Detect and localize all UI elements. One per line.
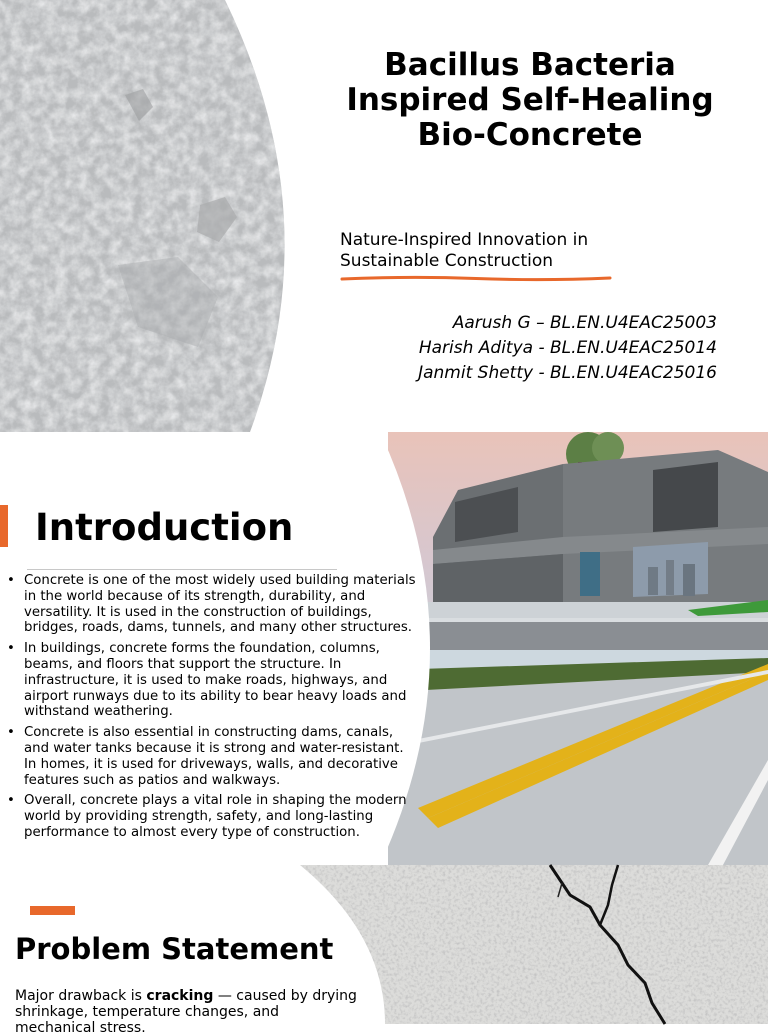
list-item: • In buildings, concrete forms the foundation, columns, beams, and floors that support the structure. In infrastructure, it is used to make roads, highways, and airport runways due to its ability to bear heavy loads and withstand weathering. — [7, 641, 417, 720]
author-3: Janmit Shetty - BL.EN.U4EAC25016 — [418, 363, 717, 383]
author-2: Harish Aditya - BL.EN.U4EAC25014 — [418, 338, 717, 358]
subtitle-underline — [340, 275, 612, 283]
heading-divider — [27, 569, 337, 570]
introduction-heading: Introduction — [35, 506, 294, 549]
introduction-slide — [0, 432, 768, 865]
author-list — [400, 313, 717, 388]
list-item: • Concrete is one of the most widely used building materials in the world because of its strength, durability, and versatility. It is used in the construction of buildings, bridges, roads, dams, tunnels, and many other structures. — [7, 573, 417, 636]
accent-bar — [0, 505, 8, 547]
problem-statement-heading: Problem Statement — [15, 932, 334, 966]
list-item: • Concrete is also essential in constructing dams, canals, and water tanks because it is strong and water-resistant. In homes, it is used for driveways, walls, and decorative features such as patios and walkways. — [7, 725, 417, 788]
list-item: • Overall, concrete plays a vital role in shaping the modern world by providing strength, safety, and long-lasting performance to almost every type of construction. — [7, 793, 417, 840]
problem-statement-slide — [0, 865, 768, 1036]
concrete-texture-image — [0, 0, 300, 432]
emphasis-cracking: cracking — [146, 988, 214, 1004]
introduction-bullet-list — [7, 573, 417, 846]
title-slide — [0, 0, 768, 432]
problem-statement-text: Major drawback is cracking — caused by drying shrinkage, temperature changes, and mechanical stress. — [15, 988, 357, 1036]
presentation-subtitle: Nature-Inspired Innovation in Sustainable Construction — [340, 230, 589, 271]
accent-dash — [30, 906, 75, 915]
presentation-title: Bacillus Bacteria Inspired Self-Healing Bio-Concrete — [346, 47, 714, 153]
author-1: Aarush G – BL.EN.U4EAC25003 — [452, 313, 717, 333]
